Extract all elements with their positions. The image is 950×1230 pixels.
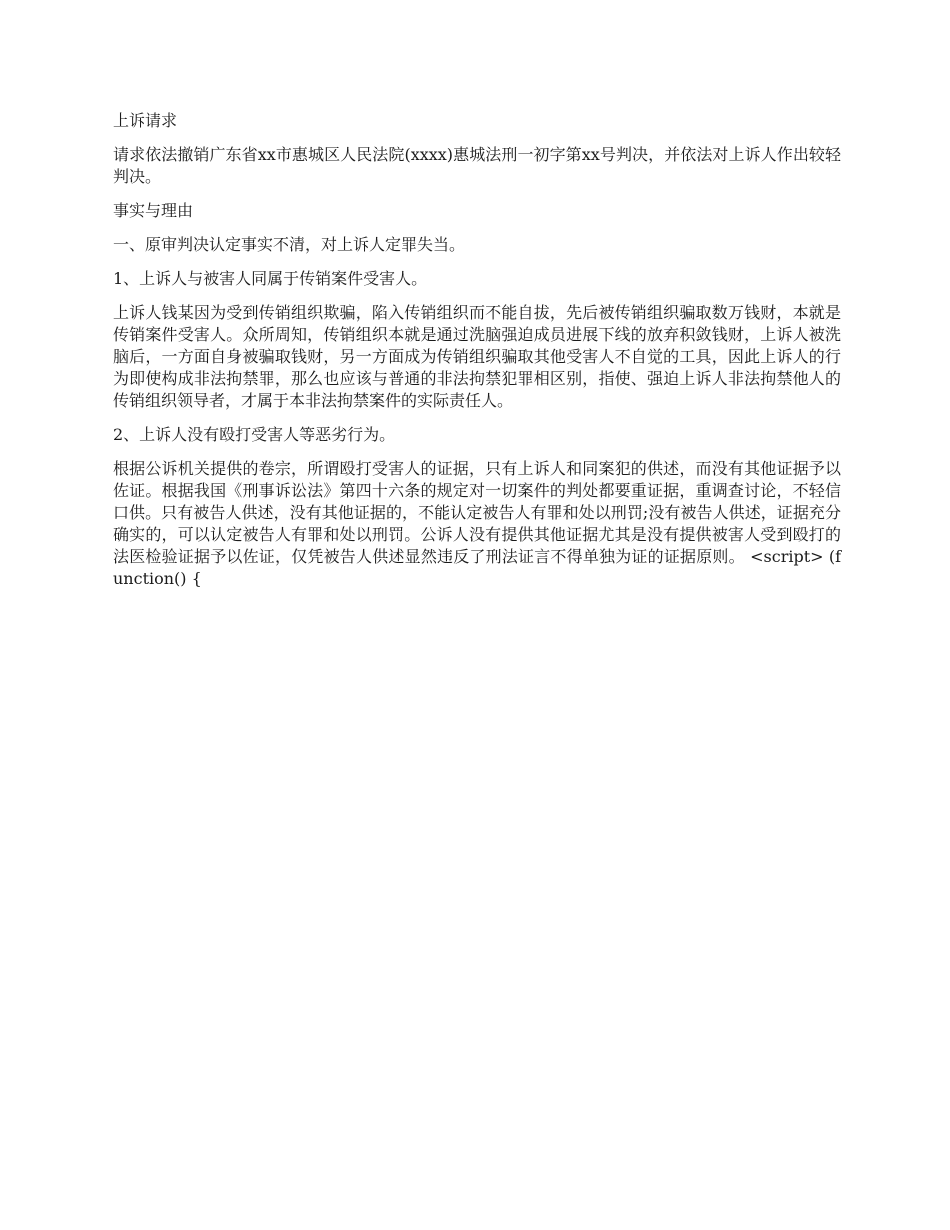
paragraph-evidence-argument: 根据公诉机关提供的卷宗，所谓殴打受害人的证据，只有上诉人和同案犯的供述，而没有其他证据予以佐证。根据我国《刑事诉讼法》第四十六条的规定对一切案件的判处都要重证据，重调查讨论，不轻信口供。只有被告人供述，没有其他证据的，不能认定被告人有罪和处以刑罚;没有被告人供述，证据充分确实的，可以认定被告人有罪和处以刑罚。公诉人没有提供其他证据尤其是没有提供被害人受到殴打的法医检验证据予以佐证，仅凭被告人供述显然违反了刑法证言不得单独为证的证据原则。 <script> (function() {	[113, 459, 841, 588]
section-heading-1: 一、原审判决认定事实不清，对上诉人定罪失当。	[113, 235, 466, 254]
paragraph-victim-argument: 上诉人钱某因为受到传销组织欺骗，陷入传销组织而不能自拔，先后被传销组织骗取数万钱财，本就是传销案件受害人。众所周知，传销组织本就是通过洗脑强迫成员进展下线的放弃积敛钱财，上诉人被洗脑后，一方面自身被骗取钱财，另一方面成为传销组织骗取其他受害人不自觉的工具，因此上诉人的行为即使构成非法拘禁罪，那么也应该与普通的非法拘禁犯罪相区别，指使、强迫上诉人非法拘禁他人的传销组织领导者，才属于本非法拘禁案件的实际责任人。	[113, 303, 841, 410]
heading-facts-and-reasons: 事实与理由	[113, 201, 194, 220]
heading-appeal-request: 上诉请求	[113, 111, 178, 130]
paragraph-request-body: 请求依法撤销广东省xx市惠城区人民法院(xxxx)惠城法刑一初字第xx号判决，并依法对上诉人作出较轻判决。	[113, 145, 841, 186]
subheading-1: 1、上诉人与被害人同属于传销案件受害人。	[113, 269, 428, 288]
document-page	[113, 110, 841, 602]
subheading-2: 2、上诉人没有殴打受害人等恶劣行为。	[113, 425, 396, 444]
